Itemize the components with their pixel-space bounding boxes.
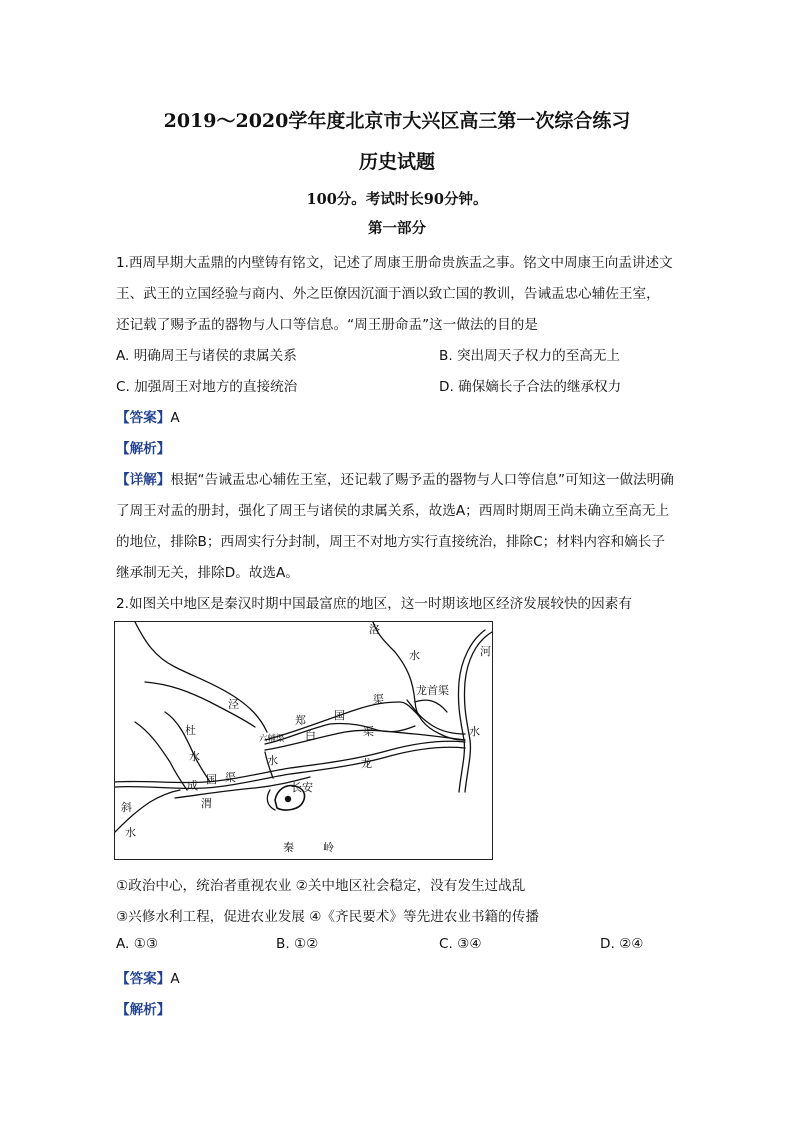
exam-info: 100分。考试时长90分钟。 [306, 191, 488, 208]
map-label-long: 龙 [361, 757, 372, 770]
q2-answer [116, 967, 180, 987]
map-label-bai: 白 [305, 729, 316, 742]
q1-option-a: A. 明确周王与诸侯的隶属关系 [116, 348, 297, 364]
map-label-luo: 洛 [369, 623, 380, 636]
map-label-wei: 渭 [201, 797, 212, 810]
map-label-longshouqu: 龙首渠 [416, 684, 449, 697]
q1-detail-line-2: 了周王对盂的册封，强化了周王与诸侯的隶属关系，故选A；西周时期周王尚未确立至高无上 [116, 503, 670, 519]
q1-option-c: C. 加强周王对地方的直接统治 [116, 379, 298, 395]
detail-tag: 【详解】 [116, 472, 171, 488]
q2-option-b: B. ①② [276, 936, 319, 952]
map-label-du-shui: 水 [189, 750, 200, 763]
q2-stem: 2.如图关中地区是秦汉时期中国最富庶的地区，这一时期该地区经济发展较快的因素有 [116, 596, 632, 612]
q2-statements-2: ③兴修水利工程，促进农业发展 ④《齐民要术》等先进农业书籍的传播 [116, 909, 539, 925]
q2-option-d: D. ②④ [600, 936, 644, 952]
q1-option-d: D. 确保嫡长子合法的继承权力 [439, 379, 622, 395]
map-label-xie-shui: 水 [125, 826, 136, 839]
q1-detail-line-3: 的地位，排除B；西周实行分封制，周王不对地方实行直接统治，排除C；材料内容和嫡长子 [116, 534, 665, 550]
map-label-qu-1: 渠 [373, 693, 384, 706]
q1-stem-line-3: 还记载了赐予盂的器物与人口等信息。“周王册命盂”这一做法的目的是 [116, 317, 538, 333]
map-label-qu-3: 渠 [225, 771, 236, 784]
map-label-luo-shui: 水 [409, 649, 420, 662]
q1-analysis [116, 437, 170, 457]
map-label-jing: 泾 [228, 698, 239, 711]
map-label-changan: 长安 [291, 781, 313, 794]
q2-option-c: C. ③④ [439, 936, 482, 952]
q1-stem-line-1: 1.西周早期大盂鼎的内壁铸有铭文，记述了周康王册命贵族盂之事。铭文中周康王向盂讲述文 [116, 255, 673, 271]
answer-value: A [170, 410, 180, 426]
map-label-qin: 秦 [283, 841, 294, 854]
section-heading: 第一部分 [368, 220, 426, 237]
q1-answer [116, 406, 180, 426]
detail-text: 根据“告诫盂忠心辅佐王室，还记载了赐予盂的器物与人口等信息”可知这一做法明确 [170, 472, 674, 488]
q2-analysis [116, 998, 170, 1018]
map-label-he: 河 [480, 645, 491, 658]
map-label-jing-shui: 水 [267, 754, 278, 767]
analysis-tag: 【解析】 [116, 441, 171, 457]
map-label-cheng: 成 [187, 779, 198, 792]
document-title: 2019～2020学年度北京市大兴区高三第一次综合练习 [163, 110, 631, 132]
document-subtitle: 历史试题 [358, 151, 435, 173]
map-label-xie: 斜 [121, 801, 132, 814]
map-label-qu-2: 渠 [363, 725, 374, 738]
q1-detail-line-1 [116, 468, 674, 488]
answer-tag: 【答案】 [116, 410, 171, 426]
q1-option-b: B. 突出周天子权力的至高无上 [439, 348, 621, 364]
q2-option-a: A. ①③ [116, 936, 159, 952]
analysis-tag: 【解析】 [116, 1002, 171, 1018]
answer-tag: 【答案】 [116, 971, 171, 987]
guanzhong-map [114, 621, 493, 860]
map-label-he-shui: 水 [469, 725, 480, 738]
map-label-guo-1: 国 [334, 709, 345, 722]
map-drawing [115, 622, 492, 859]
map-label-du: 杜 [185, 724, 196, 737]
map-label-liufuqu: 六辅渠 [259, 734, 285, 744]
map-label-zheng: 郑 [295, 714, 306, 727]
q1-detail-line-4: 继承制无关，排除D。故选A。 [116, 565, 299, 581]
map-label-guo-2: 国 [206, 773, 217, 786]
map-label-ling: 岭 [323, 841, 334, 854]
q1-stem-line-2: 王、武王的立国经验与商内、外之臣僚因沉湎于酒以致亡国的教训，告诫盂忠心辅佐王室， [116, 286, 660, 302]
q2-statements-1: ①政治中心，统治者重视农业 ②关中地区社会稳定，没有发生过战乱 [116, 878, 526, 894]
answer-value: A [170, 971, 180, 987]
